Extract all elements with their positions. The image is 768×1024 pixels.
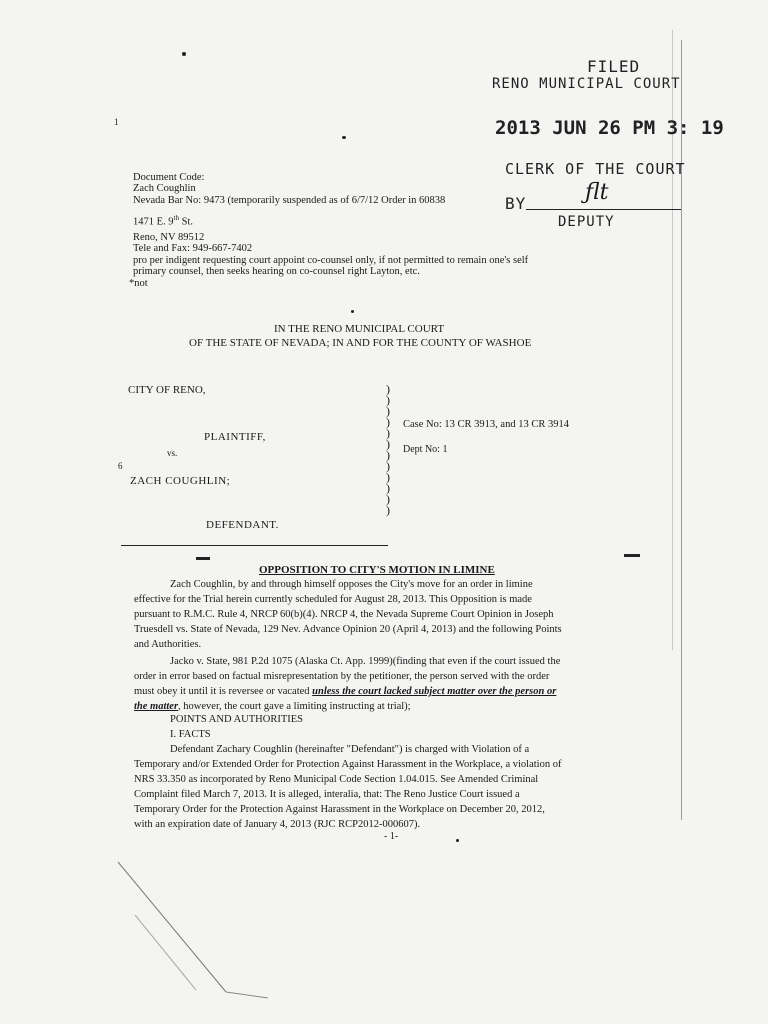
stamp-by: BY [505,194,527,213]
p3-line-4: Complaint filed March 7, 2013. It is alleged, interalia, that: The Reno Justice Court issued a [134,789,520,800]
caption-bracket: ) ) ) ) ) ) ) ) ) ) ) ) [386,382,390,517]
case-number: Case No: 13 CR 3913, and 13 CR 3914 [403,419,569,430]
p3-line-2: Temporary and/or Extended Order for Protection Against Harassment in the Workplace, a violation of [134,759,562,770]
phone-fax: Tele and Fax: 949-667-7402 [133,243,253,254]
p2-line-3 [134,684,556,699]
p1-line-4: Truesdell vs. State of Nevada, 129 Nev. Advance Opinion 20 (April 4, 2013) and the following Points [134,624,562,635]
defendant-name: ZACH COUGHLIN; [130,475,231,487]
speck [456,839,459,842]
pro-per-line-2: primary counsel, then seeks hearing on co-counsel right Layton, etc. [133,266,420,277]
page-number: - 1- [384,831,399,842]
facts-heading: I. FACTS [170,729,211,740]
p3-line-5: Temporary Order for the Protection Against Harassment in the Workplace on December 20, 2012, [134,804,545,815]
city-address: Reno, NV 89512 [133,232,205,243]
court-title-line-1: IN THE RENO MUNICIPAL COURT [274,323,445,335]
plaintiff-name: CITY OF RENO, [128,384,206,396]
p2-emphasis-1: unless the court lacked subject matter over the person or [312,686,557,697]
caption-rule [121,545,388,546]
p2-line-2: order in error based on factual misrepresentation by the petitioner, the person served with the order [134,671,550,682]
dept-number: Dept No: 1 [403,444,448,455]
p3-line-6: with an expiration date of January 4, 2013 (RJC RCP2012-000607). [134,819,421,830]
speck [342,136,346,139]
p3-line-1: Defendant Zachary Coughlin (hereinafter "Defendant") is charged with Violation of a [170,744,530,755]
street-address [133,213,193,228]
p1-line-5: and Authorities. [134,639,202,650]
street-number: 1471 E. 9 [133,216,174,228]
document-title: OPPOSITION TO CITY'S MOTION IN LIMINE [259,564,495,576]
pro-per-line-1: pro per indigent requesting court appoint co-counsel only, if not permitted to remain one's self [133,255,529,266]
defendant-label: DEFENDANT. [206,519,279,531]
filed-stamp: FILED [587,57,641,76]
not-note: *not [129,278,148,289]
p2-line-1: Jacko v. State, 981 P.2d 1075 (Alaska Ct. App. 1999)(finding that even if the court issued the [170,656,561,667]
scan-line-3 [226,992,268,998]
author-name: Zach Coughlin [133,183,196,194]
speck [351,310,354,313]
stamp-datetime: 2013 JUN 26 PM 3: 19 [495,117,724,139]
stamp-clerk: CLERK OF THE COURT [505,160,686,178]
p1-line-2: effective for the Trial herein currently scheduled for August 28, 2013. This Opposition is made [134,594,532,605]
line-six: 6 [118,461,123,471]
p2-line-3-text: must obey it until it is reversee or vacated [134,686,313,697]
line-number: 1 [114,117,119,127]
deputy-signature: ƒlt [585,180,609,205]
p2-tail: , however, the court gave a limiting instructing at trial); [178,701,411,712]
stamp-deputy: DEPUTY [558,214,615,230]
p2-emphasis-2: the matter [134,701,179,712]
street-suffix: St. [179,216,194,228]
stamp-signature-line [526,209,681,210]
scan-line-1 [118,862,226,992]
versus: vs. [167,448,178,458]
speck [182,52,186,56]
points-heading: POINTS AND AUTHORITIES [170,714,304,725]
left-dash [196,557,210,560]
scan-line-2 [135,915,196,990]
street-sup: th [173,214,179,222]
plaintiff-label: PLAINTIFF, [204,431,266,443]
right-margin-line [681,40,682,820]
bar-number: Nevada Bar No: 9473 (temporarily suspended as of 6/7/12 Order in 60838 [133,195,446,206]
p3-line-3: NRS 33.350 as incorporated by Reno Municipal Code Section 1.04.015. See Amended Criminal [134,774,539,785]
p1-line-3: pursuant to R.M.C. Rule 4, NRCP 60(b)(4). NRCP 4, the Nevada Supreme Court Opinion in Joseph [134,609,554,620]
stamp-court-name: RENO MUNICIPAL COURT [492,76,681,92]
court-title-line-2: OF THE STATE OF NEVADA; IN AND FOR THE COUNTY OF WASHOE [189,337,532,349]
right-dash [624,554,640,557]
document-code: Document Code: [133,172,205,183]
p1-line-1: Zach Coughlin, by and through himself opposes the City's move for an order in limine [170,579,533,590]
